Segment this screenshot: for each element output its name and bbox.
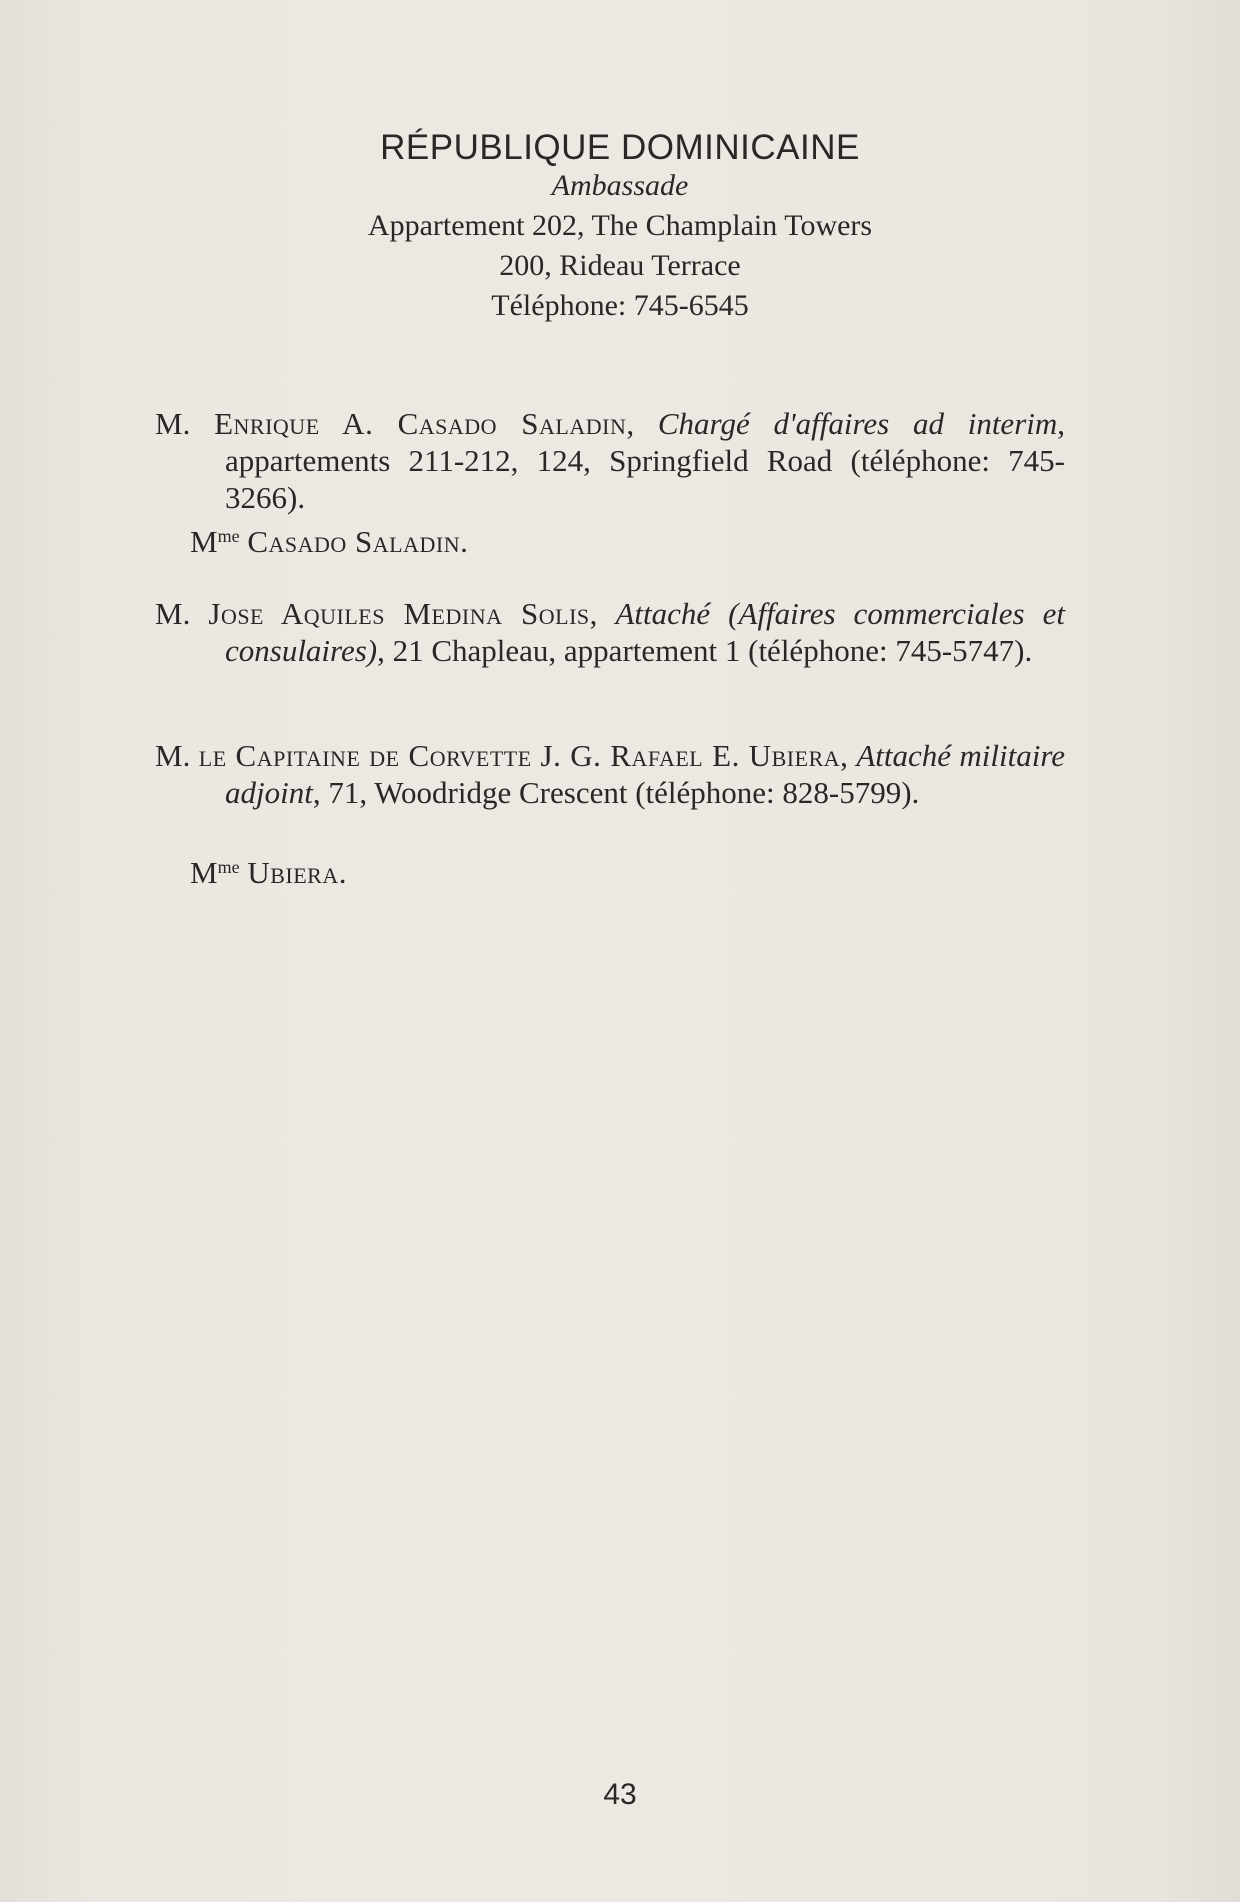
spouse-line xyxy=(190,518,468,560)
spouse-prefix-sup: me xyxy=(217,526,240,546)
embassy-address-line1: Appartement 202, The Champlain Towers xyxy=(367,209,873,242)
staff-entry: M. le Capitaine de Corvette J. G. Rafael E. Ubiera, Attaché militaire adjoint, 71, Woodridge Crescent (téléphone: 828-5799). xyxy=(155,738,1066,810)
staff-entry: M. Enrique A. Casado Saladin, Chargé d'affaires ad interim, appartements 211-212, 124, Springfield Road (téléphone: 745-3266). xyxy=(155,406,1066,515)
spouse-line xyxy=(190,849,347,891)
embassy-address-line2: 200, Rideau Terrace xyxy=(499,249,741,282)
spouse-name: Ubiera. xyxy=(247,855,347,890)
spouse-prefix: M xyxy=(190,524,218,559)
staff-entry: M. Jose Aquiles Medina Solis, Attaché (Affaires commerciales et consulaires), 21 Chapleau, appartement 1 (téléphone: 745-5747). xyxy=(155,596,1065,668)
embassy-label: Ambassade xyxy=(551,169,689,202)
spouse-prefix-sup: me xyxy=(217,857,240,877)
page-number: 43 xyxy=(603,1778,637,1811)
entry-title: Attaché militaire adjoint xyxy=(225,738,1066,810)
entry-title: Chargé d'affaires ad interim xyxy=(657,406,1058,441)
entry-prefix: M. xyxy=(155,596,191,631)
entry-details: 21 Chapleau, appartement 1 (téléphone: 745-5747). xyxy=(392,633,1033,668)
entry-prefix: M. xyxy=(155,738,191,773)
entry-prefix: M. xyxy=(155,406,191,441)
entry-details: 71, Woodridge Crescent (téléphone: 828-5799). xyxy=(328,775,920,810)
entry-name: Jose Aquiles Medina Solis xyxy=(208,596,590,631)
entry-title: Attaché (Affaires commerciales et consulaires) xyxy=(225,596,1065,668)
country-heading: RÉPUBLIQUE DOMINICAINE xyxy=(380,128,860,167)
spouse-name: Casado Saladin. xyxy=(247,524,469,559)
entry-name: le Capitaine de Corvette J. G. Rafael E. Ubiera xyxy=(198,738,841,773)
spouse-prefix: M xyxy=(190,855,218,890)
entry-details: appartements 211-212, 124, Springfield Road (téléphone: 745-3266). xyxy=(225,443,1065,515)
entry-name: Enrique A. Casado Saladin xyxy=(214,406,627,441)
embassy-phone: Téléphone: 745-6545 xyxy=(491,289,749,322)
